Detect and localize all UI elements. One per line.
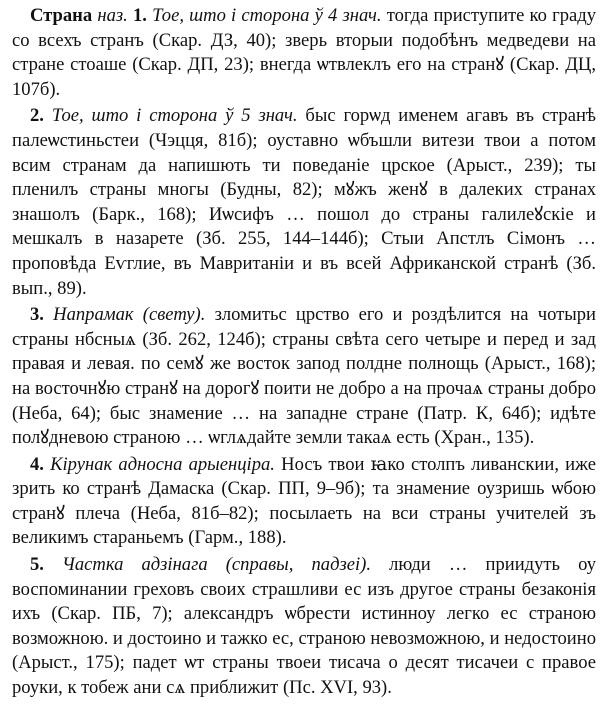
part-of-speech: наз. xyxy=(97,5,128,26)
sense-number: 4. xyxy=(30,453,44,475)
sense-definition: Напрамак (свету). xyxy=(53,304,206,326)
sense-definition: Тое, што і сторона ў 5 знач. xyxy=(51,105,298,127)
sense-number: 3. xyxy=(30,304,44,326)
sense-number: 2. xyxy=(30,105,44,127)
sense-text: Носъ твои ꙗко столпъ ливанскии, иже зрить ко странѣ Дамаска (Скар. ПП, 9–9б); та знамение оузришь ѡбою странꙋ плеча (Неба, 81б–82); посылаеть на вси страны учителей зъ великимъ стараньемъ (Гарм., 188). xyxy=(12,453,596,549)
sense-text: быс горѡд именем агавъ въ странѣ палеѡстиньстеи (Чэцця, 81б); оуставно ѡбъшли витези твои а потом всим странам да напишють ти поведаніе црское (Арыст., 239); ты пленилъ страны многы (Будны, 82); мꙋжъ женꙋ в далеких странах знашолъ (Барк., 168); Иѡсифъ … пошол до страны галилеꙋскіе и мешкалъ в назарете (Зб. 255, 144–144б); Стыи Апстлъ Сімонъ … проповѣда Еѵглие, въ Мавританіи и въ всей Африканской странѣ (Зб. вып., 89). xyxy=(12,105,597,299)
sense-1 xyxy=(12,4,596,102)
sense-text: тогда приступите ко граду со всехъ странъ (Скар. ДЗ, 40); зверь вторыи подобѣнъ медведеви на стране стоаше (Скар. ДП, 23); внегда ѡтвлеклъ его на странꙋ (Скар. ДЦ, 107б). xyxy=(12,5,597,100)
sense-definition: Кірунак адносна арыенціра. xyxy=(50,453,275,475)
sense-number: 5. xyxy=(30,554,44,576)
sense-3 xyxy=(12,303,596,451)
sense-definition: Частка адзінага (справы, падзеі). xyxy=(62,554,371,576)
sense-definition: Тое, што і сторона ў 4 знач. xyxy=(152,5,382,26)
sense-text: люди … приидуть оу воспоминании греховъ своих страшливи ес изъ другое страны безаконія ихъ (Скар. ПБ, 7); александръ ѡбрести истинноу легко ес страною возможною. и достоино и тажко ес, страною невозможною, и недостоино (Арыст., 175); падет ѡт страны твоеи тисача о десят тисачеи с правое роуки, к тобеж ани сѧ приближит (Пс. XVI, 93). xyxy=(12,554,596,699)
headword: Страна xyxy=(30,5,93,26)
sense-number: 1. xyxy=(132,5,147,26)
sense-2 xyxy=(12,104,596,301)
sense-text: зломитьс црство его и роздѣлится на чотыри страны нбсныѧ (Зб. 262, 124б); страны свѣта сего четыре и перед и зад правая и левая. по семꙋ же восток запод полдне полнощь (Арыст., 168); на восточнꙋю странꙋ на дорогꙋ поити не добро а на прочаѧ страны добро (Неба, 64); быс знамение … на западне стране (Патр. К, 64б); идѣте полꙋдневою страною … ѡглѧдайте земли такаѧ есть (Хран., 135). xyxy=(12,304,596,449)
sense-4 xyxy=(12,453,596,551)
sense-5 xyxy=(12,553,596,701)
